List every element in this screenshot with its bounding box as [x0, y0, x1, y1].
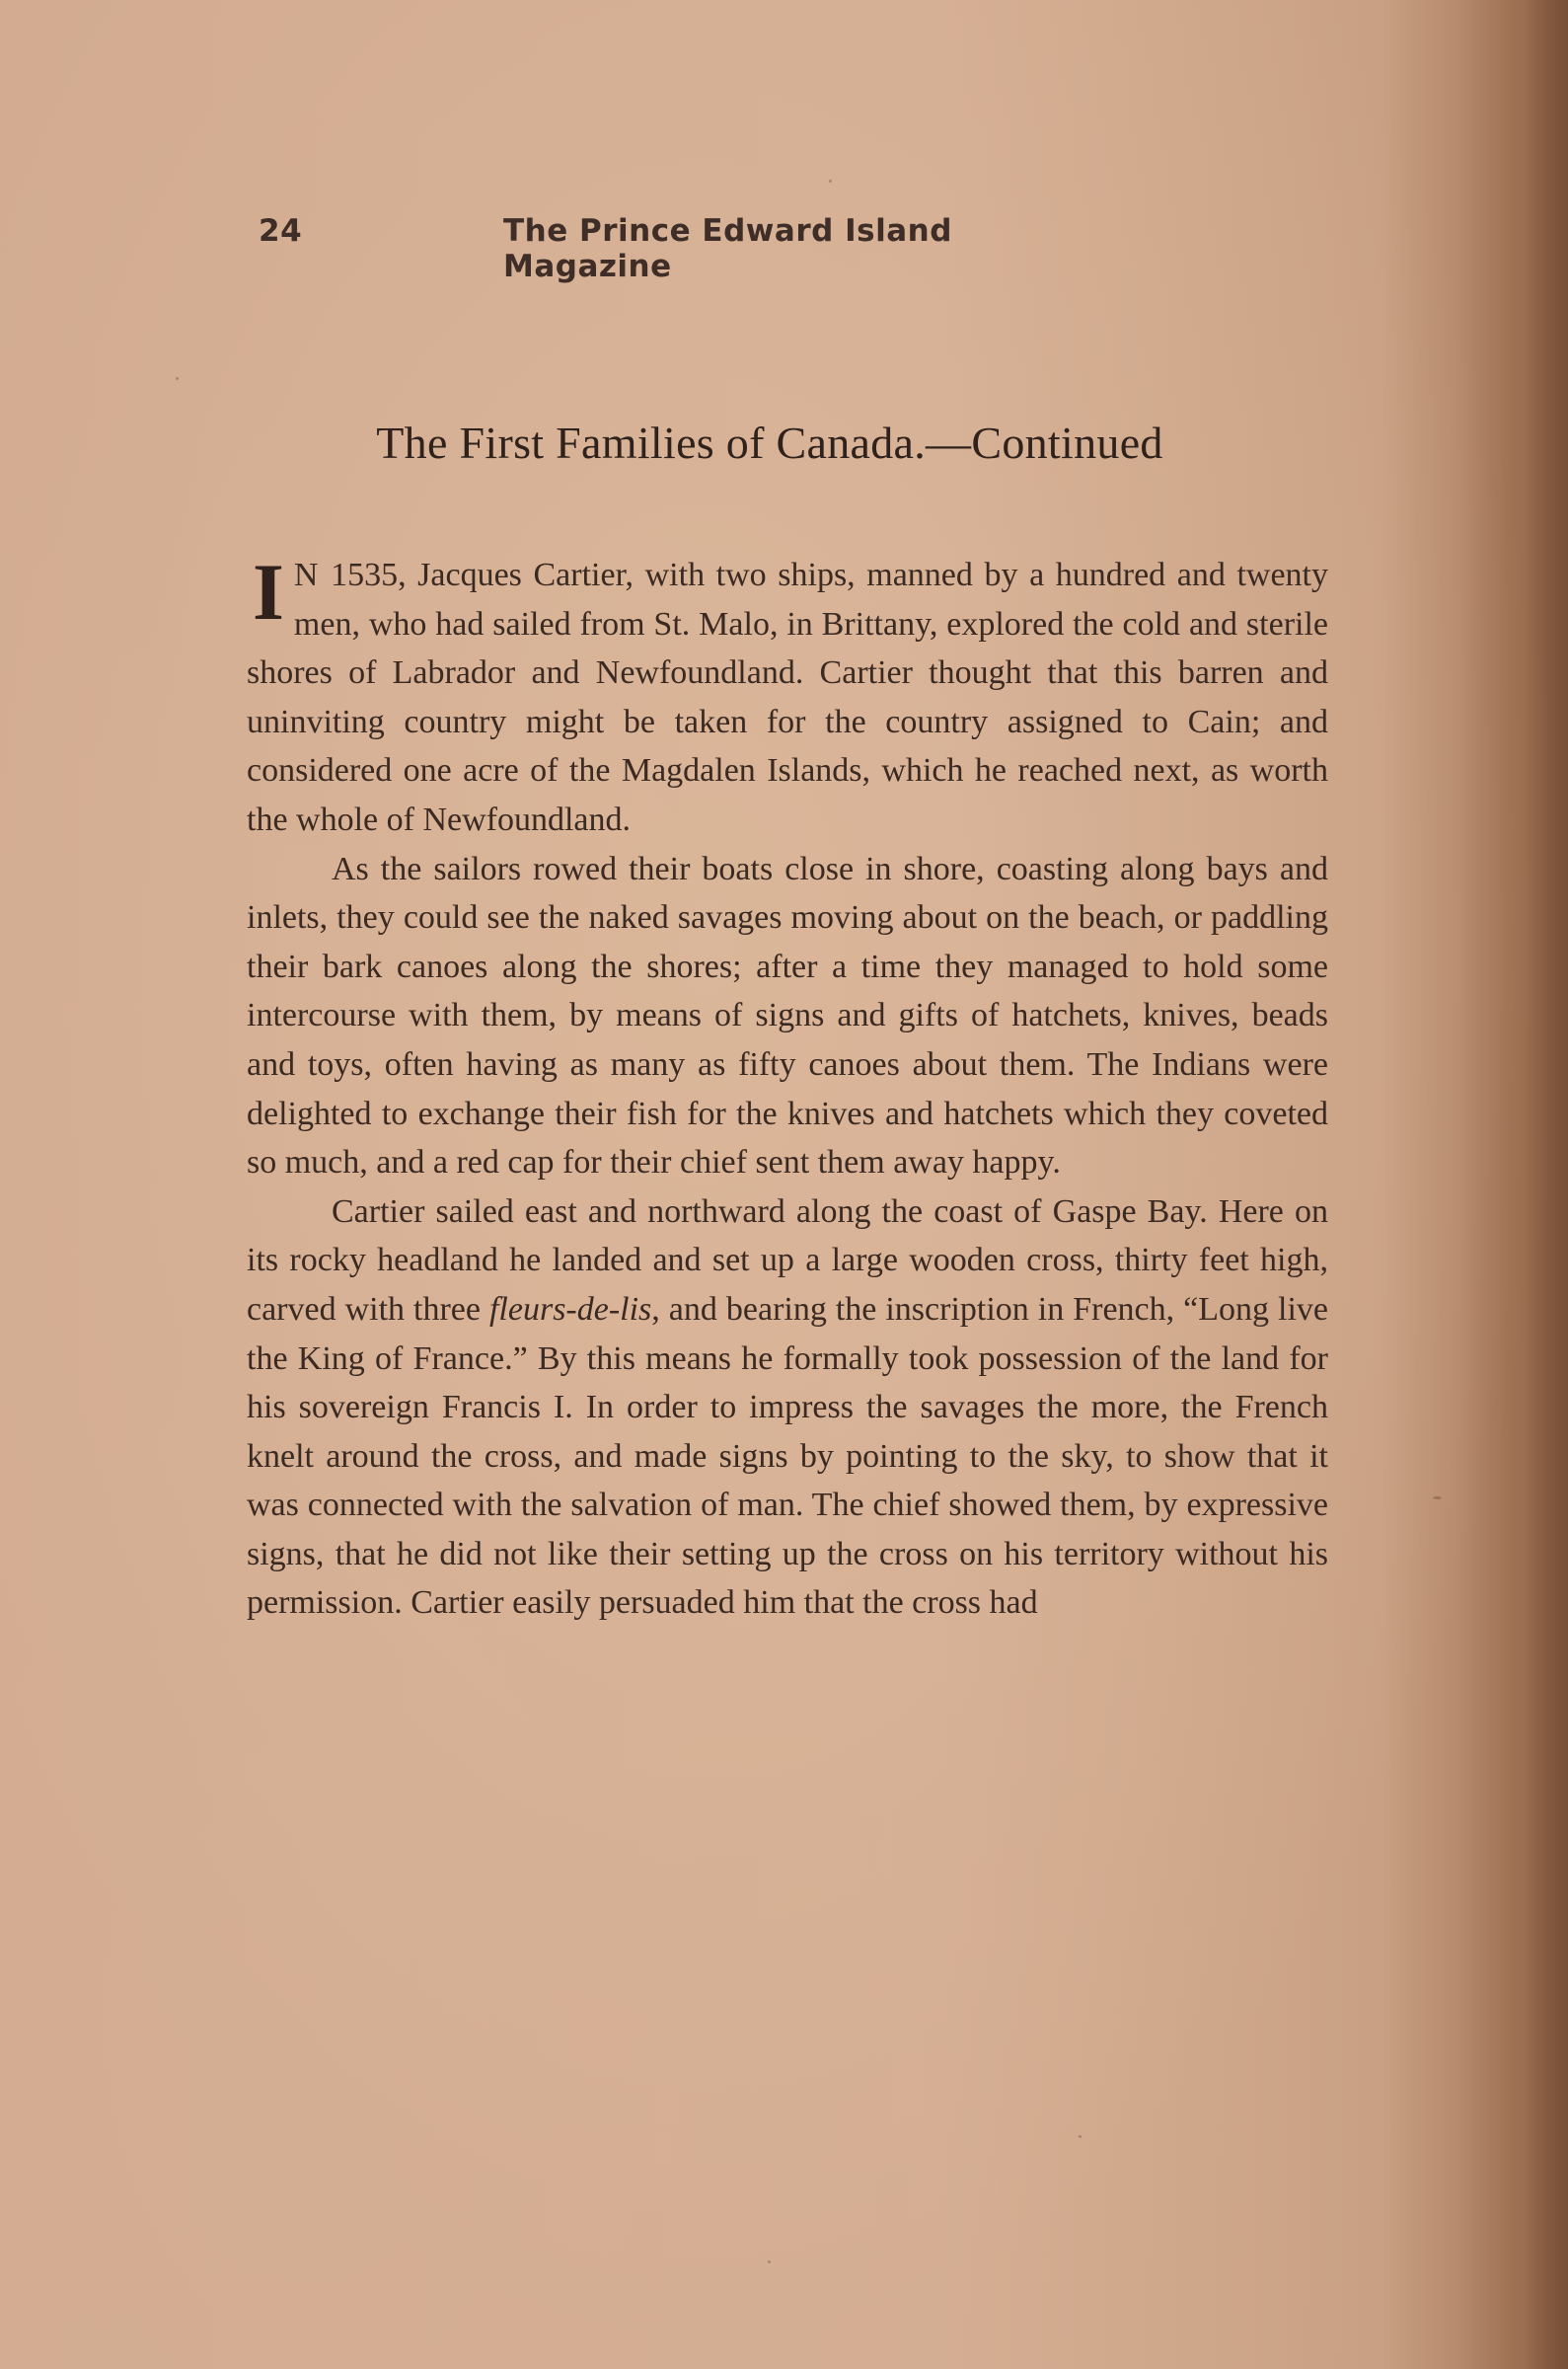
page-number: 24 [259, 213, 303, 249]
paragraph-3-text-end: , and bearing the inscription in French, “Long live the King of France.” By this means he formally took possession of the land for his sovereign Francis I. In order to impress the savages the more, the French knelt around the cross, and made signs by pointing to the sky, to show that it was connected with the salvation of man. The chief showed them, by expressive signs, that he did not like their setting up the cross on his territory without his permission. Cartier easily persuaded him that the cross had [247, 1290, 1328, 1622]
paragraph-1 [247, 547, 1328, 845]
paragraph-3-italic-term: fleurs-de-lis [488, 1290, 652, 1328]
paper-speck [829, 180, 832, 183]
paper-speck [1433, 1496, 1442, 1499]
paper-speck [768, 2260, 771, 2263]
magazine-title: The Prince Edward Island Magazine [503, 213, 952, 284]
paragraph-3 [247, 1187, 1328, 1628]
article-body [247, 547, 1328, 1628]
paragraph-1-first-letters: N [293, 557, 320, 593]
paragraph-3-text-start: Cartier sailed east and northward along the coast of Gaspe Bay. Here on its rocky headland he landed and set up a large wooden cross, thirty feet high, carved with three [247, 1192, 1328, 1328]
paragraph-2: As the sailors rowed their boats close in shore, coasting along bays and inlets, they could see the naked savages moving about on the beach, or paddling their bark canoes along the shores; after a time they managed to hold some intercourse with them, by means of signs and gifts of hatchets, knives, beads and toys, often having as many as fifty canoes about them. The Indians were delighted to exchange their fish for the knives and hatchets which they coveted so much, and a red cap for their chief sent them away happy. [247, 850, 1328, 1182]
article-title: The First Families of Canada.—Continued [376, 418, 1163, 468]
drop-cap: I [253, 547, 284, 637]
paragraph-1-text: 1535, Jacques Cartier, with two ships, manned by a hundred and twenty men, who had sailed from St. Malo, in Brittany, explored the cold and sterile shores of Labrador and Newfoundland. Cartier thought that this barren and uninviting country might be taken for the country assigned to Cain; and considered one acre of the Magdalen Islands, which he reached next, as worth the whole of Newfoundland. [247, 557, 1328, 838]
paper-speck [1079, 2135, 1082, 2138]
page-edge-shadow [1459, 0, 1568, 2369]
running-header [259, 213, 1107, 284]
paper-speck [176, 377, 179, 380]
